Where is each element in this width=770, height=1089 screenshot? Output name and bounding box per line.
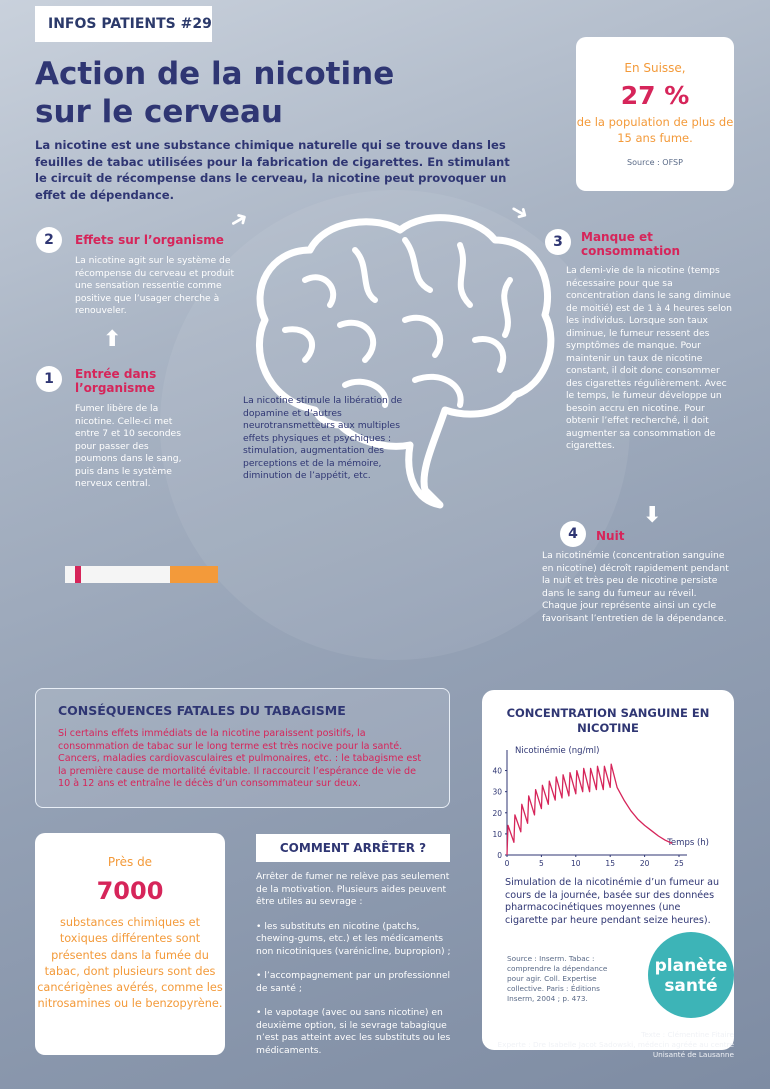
stop-paragraph: • le vapotage (avec ou sans nicotine) en deuxième option, si le sevrage tabagique n’est pas atteint avec les substituts ou les médicaments. bbox=[256, 1007, 451, 1056]
stop-paragraph: Arrêter de fumer ne relève pas seulement de la motivation. Plusieurs aides peuvent être utiles au sevrage : bbox=[256, 871, 450, 907]
credit-text: Texte : Clémentine Fitaire bbox=[641, 1030, 734, 1039]
brain-caption: La nicotine stimule la libération de dopamine et d’autres neurotransmetteurs aux multiples effets physiques et psychiques : stimulation, augmentation des perceptions et de la mémoire, diminution de l’appétit, etc. bbox=[243, 395, 403, 481]
title-line-1: Action de la nicotine bbox=[35, 56, 395, 92]
step-2-title: Effets sur l’organisme bbox=[75, 233, 224, 247]
stat-value: 27 % bbox=[620, 81, 690, 110]
arrow-down-right-icon: ➜ bbox=[504, 197, 534, 228]
series-tag: INFOS PATIENTS #29 bbox=[35, 6, 212, 42]
arrow-down-icon: ⬇ bbox=[643, 503, 662, 528]
step-4-title: Nuit bbox=[596, 529, 625, 543]
cigarette-ember bbox=[75, 566, 81, 583]
substances-value: 7000 bbox=[96, 877, 164, 905]
cigarette-filter bbox=[170, 566, 218, 583]
x-tick-label: 20 bbox=[639, 859, 650, 868]
step-4-text: La nicotinémie (concentration sanguine en nicotine) décroît rapidement pendant la nuit et très peu de nicotine persiste dans le sang du fumeur au réveil. Chaque jour représente ainsi un cycle favorisant l’entretien de la dépendance. bbox=[542, 550, 729, 624]
chart-caption: Simulation de la nicotinémie d’un fumeur au cours de la journée, basée sur des données pharmacocinétiques moyennes (une cigarette par heure pendant seize heures). bbox=[505, 877, 720, 926]
intro-text: La nicotine est une substance chimique naturelle qui se trouve dans les feuilles de tabac utilisées pour la fabrication de cigarettes. En stimulant le circuit de récompense dans le cerveau, la nicotine peut provoquer un effet de dépendance. bbox=[35, 138, 510, 202]
fatal-consequences-box bbox=[35, 688, 450, 808]
logo-line-2: santé bbox=[664, 976, 718, 996]
step-1-number: 1 bbox=[36, 366, 62, 392]
fatal-text: Si certains effets immédiats de la nicotine paraissent positifs, la consommation de tabac sur le long terme est très nocive pour la santé. Cancers, maladies cardiovasculaires et pulmonaires, etc. : le tabagisme est la première cause de mortalité évitable. Il raccourcit l’espérance de vie de 10 à 12 ans et entraîne le décès d’un consommateur sur deux. bbox=[58, 728, 422, 790]
y-tick-label: 0 bbox=[497, 851, 502, 860]
step-2-text: La nicotine agit sur le système de récompense du cerveau et produit une sensation ressentie comme positive que l’usager cherche à renouveler. bbox=[75, 255, 235, 316]
step-3-number: 3 bbox=[545, 229, 571, 255]
arrow-up-right-icon: ➜ bbox=[224, 205, 254, 236]
x-tick-label: 5 bbox=[539, 859, 544, 868]
substances-card bbox=[35, 833, 225, 1055]
stat-post: de la population de plus de 15 ans fume. bbox=[576, 115, 734, 145]
y-tick-label: 30 bbox=[492, 787, 502, 797]
stop-paragraph: • l’accompagnement par un professionnel de santé ; bbox=[256, 970, 451, 994]
series-line-0 bbox=[507, 764, 672, 855]
stat-pre: En Suisse, bbox=[624, 61, 686, 75]
y-tick-label: 10 bbox=[492, 829, 502, 839]
page-title bbox=[35, 55, 515, 131]
step-3-title: Manque et consommation bbox=[581, 230, 681, 258]
chart-title: CONCENTRATION SANGUINE EN NICOTINE bbox=[506, 706, 710, 735]
arrow-up-icon: ⬆ bbox=[103, 327, 122, 352]
credit-expert: Experte : Dre Isabelle Jacot Sadowski, médecin agréée au centre bbox=[497, 1040, 734, 1049]
x-tick-label: 25 bbox=[674, 859, 684, 868]
planete-sante-logo bbox=[648, 932, 734, 1018]
how-to-stop-text bbox=[256, 871, 456, 1069]
chart-source: Source : Inserm. Tabac : comprendre la dépendance pour agir. Coll. Expertise collective. Paris : Éditions Inserm, 2004 ; p. 473. bbox=[507, 954, 608, 1003]
step-2-number: 2 bbox=[36, 227, 62, 253]
y-tick-label: 20 bbox=[492, 808, 502, 818]
stat-source: Source : OFSP bbox=[627, 158, 683, 167]
stop-paragraph: • les substituts en nicotine (patchs, chewing-gums, etc.) et les médicaments non nicotiniques (varénicline, bupropion) ; bbox=[256, 920, 451, 957]
nicotine-chart bbox=[482, 740, 734, 870]
substances-post: substances chimiques et toxiques différentes sont présentes dans la fumée du tabac, dont plusieurs sont des cancérigènes avérés, comme les nitrosamines ou le benzopyrène. bbox=[37, 916, 223, 1011]
y-tick-label: 40 bbox=[492, 766, 502, 776]
how-to-stop-title: COMMENT ARRÊTER ? bbox=[256, 834, 450, 862]
step-1-text: Fumer libère de la nicotine. Celle-ci met entre 7 et 10 secondes pour passer des poumons dans le sang, puis dans le système nerveux central. bbox=[75, 403, 182, 489]
credit-institution: Unisanté de Lausanne bbox=[652, 1050, 734, 1059]
x-tick-label: 10 bbox=[571, 859, 581, 868]
fatal-title: CONSÉQUENCES FATALES DU TABAGISME bbox=[58, 703, 346, 718]
x-tick-label: 15 bbox=[605, 859, 615, 868]
swiss-stat-card bbox=[576, 37, 734, 191]
x-tick-label: 0 bbox=[504, 859, 510, 868]
step-1-title: Entrée dans l’organisme bbox=[75, 367, 157, 395]
step-4-number: 4 bbox=[560, 521, 586, 547]
x-axis-label: Temps (h) bbox=[667, 838, 709, 848]
title-line-2: sur le cerveau bbox=[35, 94, 283, 130]
step-3-text: La demi-vie de la nicotine (temps nécessaire pour que sa concentration dans le sang diminue de moitié) est de 1 à 4 heures selon les individus. Lorsque son taux diminue, le fumeur ressent des symptômes de manque. Pour maintenir un taux de nicotine constant, il doit donc consommer des cigarettes régulièrement. Avec le temps, le fumeur développe un besoin accru en nicotine. Pour obtenir l’effet recherché, il doit augmenter sa consommation de cigarettes. bbox=[566, 265, 732, 451]
substances-pre: Près de bbox=[107, 855, 153, 869]
logo-line-1: planète bbox=[654, 956, 728, 976]
credits bbox=[480, 1030, 734, 1060]
y-axis-label: Nicotinémie (ng/ml) bbox=[515, 746, 600, 756]
